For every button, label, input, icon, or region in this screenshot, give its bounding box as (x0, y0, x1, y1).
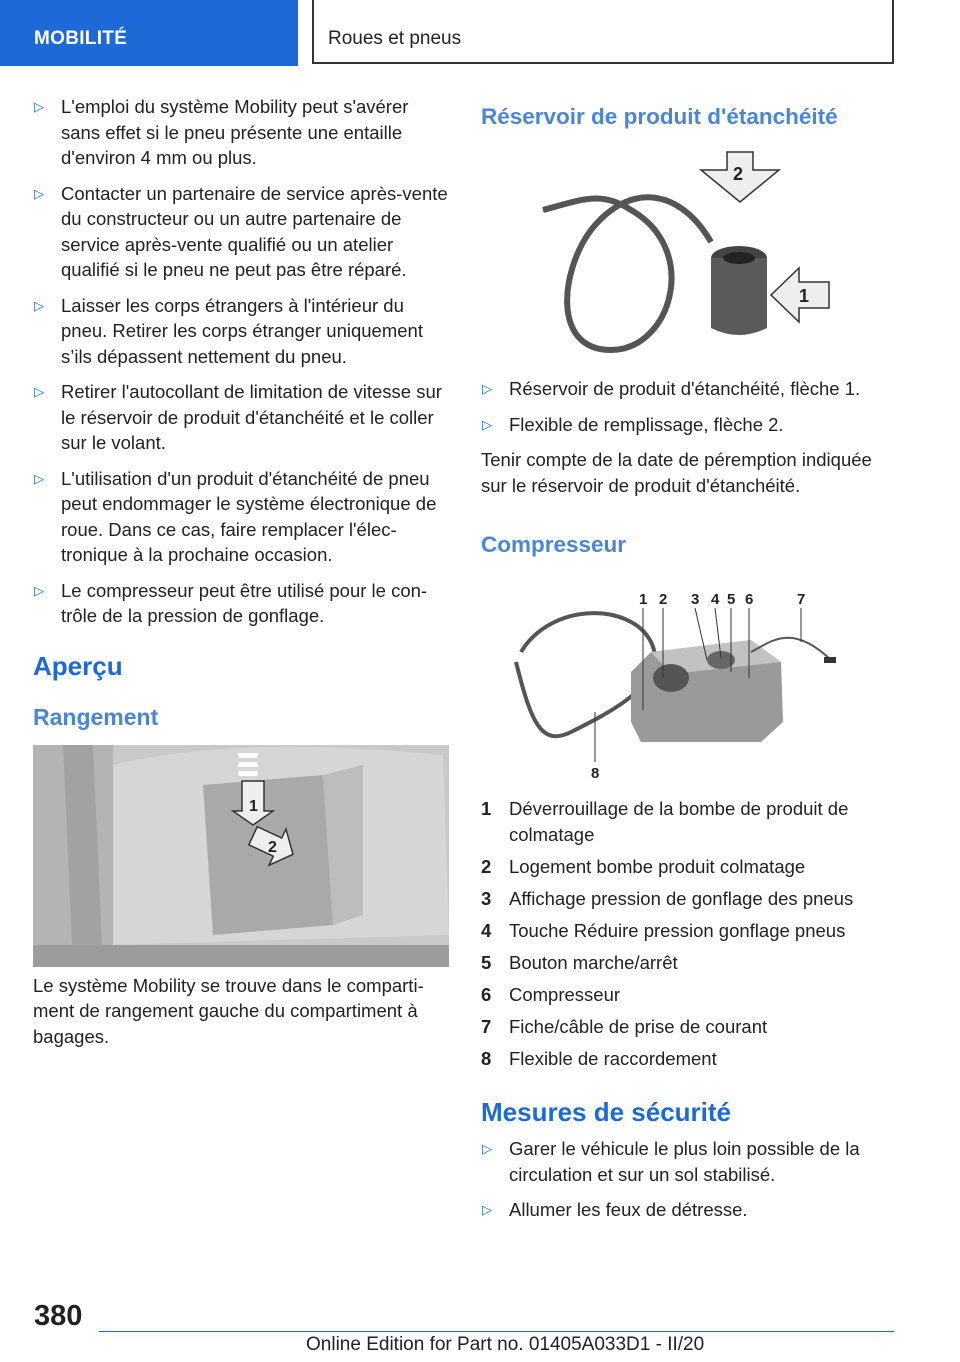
page-number: 380 (34, 1300, 83, 1332)
svg-text:1: 1 (249, 797, 258, 815)
storage-compartment-image (33, 745, 449, 967)
legend-item: 7 Fiche/câble de prise de courant (481, 1015, 768, 1037)
list-item: ▷ Retirer l'autocollant de limitation de vitesse sur le réservoir de produit d'étanchéité et le coller sur le volant. (34, 381, 442, 453)
triangle-bullet-icon: ▷ (482, 1141, 492, 1156)
triangle-bullet-icon: ▷ (34, 99, 44, 114)
edition-note: Online Edition for Part no. 01405A033D1 - II/20 (306, 1334, 705, 1355)
legend-item: 2 Logement bombe produit colmatage (481, 855, 806, 877)
svg-text:7: 7 (797, 591, 806, 608)
legend-item: 6 Compresseur (481, 983, 621, 1005)
compressor-legend (481, 796, 897, 1071)
svg-text:1: 1 (799, 286, 810, 306)
list-item: ▷ Allumer les feux de détresse. (481, 1197, 897, 1223)
svg-text:1: 1 (639, 591, 648, 608)
svg-text:6: 6 (745, 591, 754, 608)
compressor-image (511, 582, 841, 782)
sealant-reservoir-image (531, 150, 831, 362)
section-tab (0, 0, 298, 66)
list-item: ▷ L'emploi du système Mobility peut s'avérer sans effet si le pneu présente une entaille d'environ 4 mm ou plus. (34, 96, 409, 168)
list-item: ▷ Le compresseur peut être utilisé pour le contrôle de la pression de gonflage. (34, 579, 428, 626)
left-column (33, 94, 449, 1049)
triangle-bullet-icon: ▷ (34, 582, 44, 598)
chapter-title: Roues et pneus (328, 28, 462, 49)
heading-compresseur: Compresseur (481, 532, 627, 557)
triangle-bullet-icon: ▷ (482, 1202, 492, 1217)
right-column (481, 94, 897, 1233)
reservoir-list (481, 376, 897, 437)
list-item: ▷ Garer le véhicule le plus loin possible de la circulation et sur un sol stabilisé. (482, 1138, 860, 1185)
triangle-bullet-icon: ▷ (482, 381, 492, 396)
list-item: ▷ Laisser les corps étrangers à l'intérieur du pneu. Retirer les corps étranger uniquement s’ils dépassent nettement du pneu. (34, 294, 423, 367)
legend-item: 5 Bouton marche/arrêt (481, 951, 678, 973)
legend-item: 4 Touche Réduire pression gonflage pneus (481, 919, 846, 941)
safety-list (481, 1136, 897, 1223)
section-heading-apercu: Aperçu (33, 650, 123, 681)
chapter-title-box (312, 0, 894, 64)
svg-text:3: 3 (691, 591, 700, 608)
triangle-bullet-icon: ▷ (482, 416, 492, 432)
storage-caption: Le système Mobility se trouve dans le compartiment de rangement gauche du compartiment à bagages. (33, 974, 424, 1047)
heading-reservoir: Réservoir de produit d'étanchéité (481, 104, 838, 129)
svg-text:2: 2 (268, 838, 277, 856)
svg-text:4: 4 (711, 591, 720, 608)
list-item: ▷ Réservoir de produit d'étanchéité, flèche 1. (481, 376, 897, 402)
svg-text:5: 5 (727, 591, 736, 608)
caution-list (33, 94, 449, 629)
footer-rule (99, 1331, 894, 1332)
triangle-bullet-icon: ▷ (34, 297, 44, 313)
section-label: MOBILITÉ (34, 28, 128, 49)
legend-item: 8 Flexible de raccordement (481, 1047, 717, 1069)
triangle-bullet-icon: ▷ (34, 384, 44, 399)
triangle-bullet-icon: ▷ (34, 470, 44, 486)
legend-item: 1 Déverrouillage de la bombe de produit de colmatage (481, 798, 849, 845)
legend-item: 3 Affichage pression de gonflage des pneus (481, 887, 854, 909)
triangle-bullet-icon: ▷ (34, 185, 44, 201)
storage-illustration (33, 745, 449, 967)
compressor-illustration (511, 582, 841, 782)
subheading-rangement: Rangement (33, 703, 159, 730)
reservoir-note: Tenir compte de la date de péremption indiquée sur le réservoir de produit d'étanchéité. (481, 449, 872, 496)
svg-text:8: 8 (591, 765, 600, 782)
heading-securite: Mesures de sécurité (481, 1097, 732, 1127)
svg-text:2: 2 (659, 591, 668, 608)
list-item: ▷ Flexible de remplissage, flèche 2. (481, 412, 897, 438)
list-item: ▷ Contacter un partenaire de service après-vente du constructeur ou un autre partenaire de service après-vente qualifié ou un atelier qualifié si le pneu ne peut pas être réparé. (34, 182, 448, 280)
reservoir-illustration (531, 150, 831, 362)
svg-text:2: 2 (733, 164, 744, 184)
list-item: ▷ L'utilisation d'un produit d'étanchéité de pneu peut endommager le système électronique de roue. Dans ce cas, faire remplacer l'électronique à la prochaine occasion. (34, 467, 437, 565)
